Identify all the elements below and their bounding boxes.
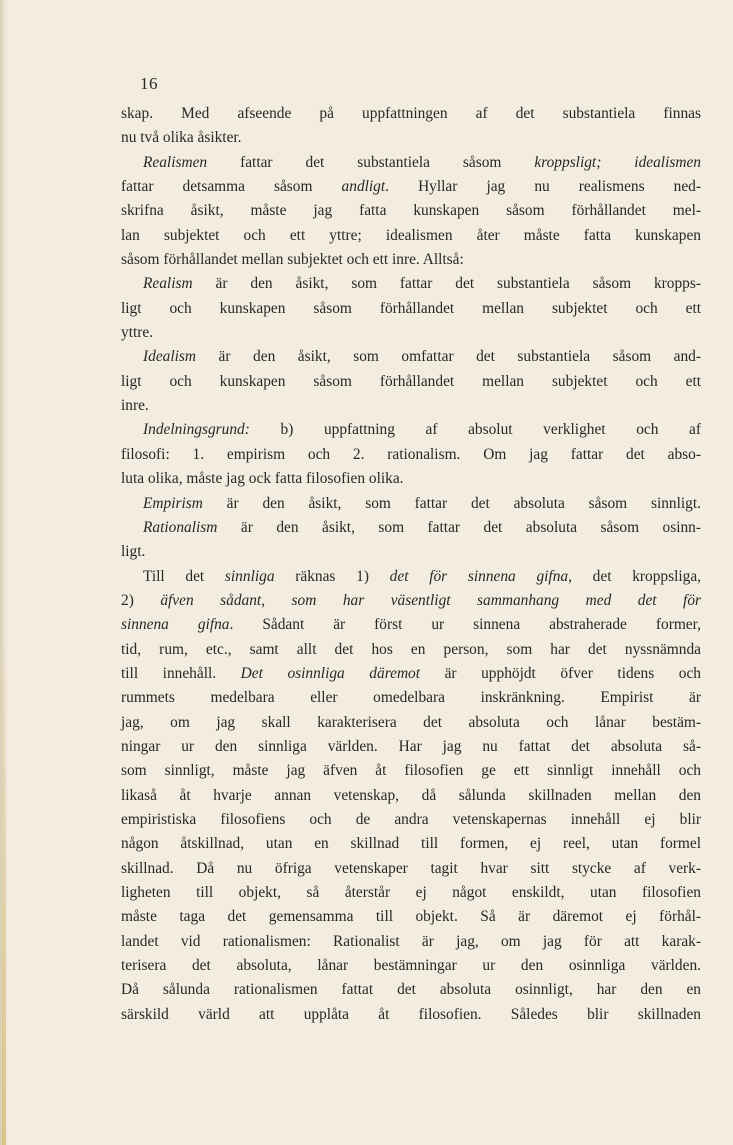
text-line: Då sålunda rationalismen fattat det absoluta osinnligt, har den en [121,981,701,999]
text-line: ligt och kunskapen såsom förhållandet mellan subjektet och ett [121,372,701,390]
text-line: Idealism är den åsikt, som omfattar det substantiela såsom and- [143,348,701,366]
text-line: tid, rum, etc., samt allt det hos en person, som har det nyssnämnda [121,640,701,658]
text-line: Rationalism är den åsikt, som fattar det absoluta såsom osinn- [143,518,701,536]
text-line: någon åtskillnad, utan en skillnad till formen, ej reel, utan formel [121,835,701,853]
text-line: nu två olika åsikter. [121,129,242,147]
text-line: yttre. [121,324,154,342]
text-line: jag, om jag skall karakterisera det absoluta och lånar bestäm- [121,713,701,731]
text-line: skillnad. Då nu öfriga vetenskaper tagit hvar sitt stycke af verk- [121,859,701,877]
text-line: skap. Med afseende på uppfattningen af det substantiela finnas [121,105,701,122]
text-line: särskild värld att upplåta åt filosofien. Således blir skillnaden [121,1005,701,1023]
text-line: Indelningsgrund: b) uppfattning af absolut verklighet och af [143,421,701,439]
text-line: sinnena gifna. Sådant är först ur sinnena abstraherade former, [121,616,701,634]
page-edge-stain [2,640,6,1145]
text-line: lan subjektet och ett yttre; idealismen åter måste fatta kunskapen [121,226,701,244]
text-line: skrifna åsikt, måste jag fatta kunskapen såsom förhållandet mel- [121,202,701,220]
body-text [121,102,701,1027]
text-line: såsom förhållandet mellan subjektet och ett inre. Alltså: [121,251,464,269]
text-line: rummets medelbara eller omedelbara inskränkning. Empirist är [121,689,701,707]
text-line: landet vid rationalismen: Rationalist är jag, om jag för att karak- [121,932,701,950]
text-line: Realismen fattar det substantiela såsom kroppsligt; idealismen [143,153,701,171]
text-line: terisera det absoluta, lånar bestämningar ur den osinnliga världen. [121,957,701,975]
text-line: måste taga det gemensamma till objekt. Så är däremot ej förhål- [121,908,701,926]
text-line: ningar ur den sinnliga världen. Har jag nu fattat det absoluta så- [121,737,701,755]
text-line: som sinnligt, måste jag äfven åt filosofien ge ett sinnligt innehåll och [121,762,701,780]
text-line: filosofi: 1. empirism och 2. rationalism. Om jag fattar det abso- [121,445,701,463]
text-line: Till det sinnliga räknas 1) det för sinnena gifna, det kroppsliga, [143,567,702,585]
text-line: till innehåll. Det osinnliga däremot är upphöjdt öfver tidens och [121,664,701,682]
text-line: ligt och kunskapen såsom förhållandet mellan subjektet och ett [121,299,701,317]
text-line: ligt. [121,543,146,561]
text-line: luta olika, måste jag ock fatta filosofien olika. [121,470,404,488]
text-line: 2) äfven sådant, som har väsentligt sammanhang med det för [121,591,702,609]
text-line: fattar detsamma såsom andligt. Hyllar jag nu realismens ned- [121,178,702,196]
text-line: Empirism är den åsikt, som fattar det absoluta såsom sinnligt. [143,494,701,512]
text-line: empiristiska filosofiens och de andra vetenskapernas innehåll ej blir [121,810,701,828]
text-line: Realism är den åsikt, som fattar det substantiela såsom kropps- [143,275,701,293]
text-line: ligheten till objekt, så återstår ej något enskildt, utan filosofien [121,884,701,901]
page-number: 16 [140,74,158,93]
text-line: likaså åt hvarje annan vetenskap, då sålunda skillnaden mellan den [121,786,701,804]
text-line: inre. [121,397,149,415]
